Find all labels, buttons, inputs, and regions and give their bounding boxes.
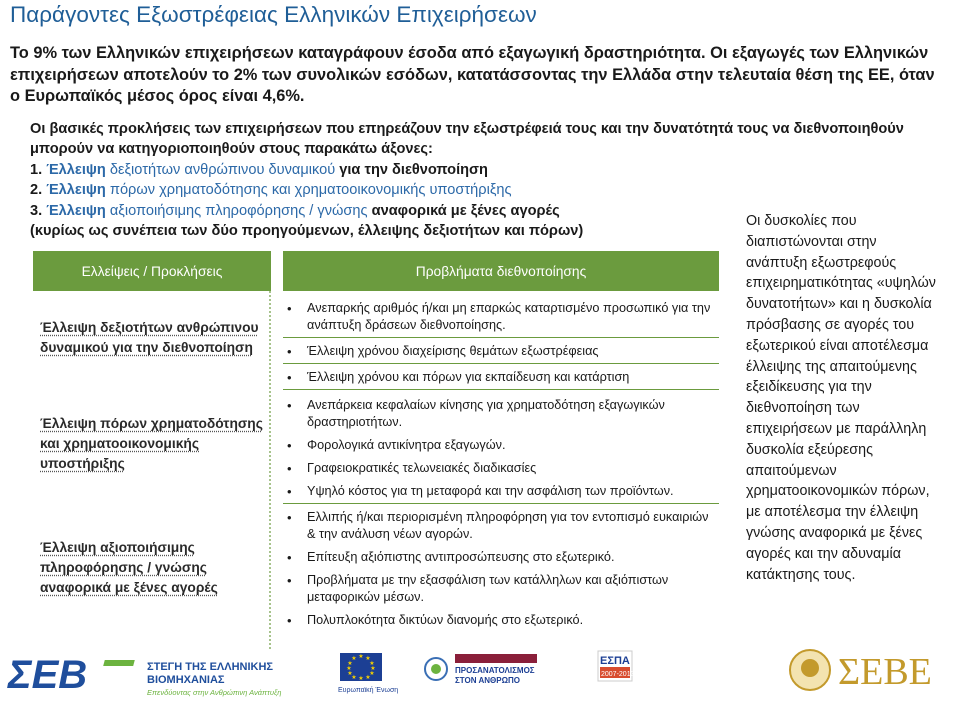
svg-text:★: ★ (358, 653, 364, 660)
svg-text:★: ★ (370, 665, 376, 672)
problems-column (283, 291, 719, 643)
svg-text:ΣΕΒ: ΣΕΒ (8, 653, 88, 697)
footer-logos (0, 648, 960, 701)
svg-text:Επενδύοντας στην Ανθρώπινη Ανά: Επενδύοντας στην Ανθρώπινη Ανάπτυξη (147, 688, 282, 697)
svg-text:★: ★ (369, 670, 375, 677)
svg-text:ΣΕΒΕ: ΣΕΒΕ (838, 651, 932, 693)
problems-group-funding (283, 389, 719, 504)
svg-text:★: ★ (365, 674, 371, 681)
program-logo (425, 654, 537, 685)
espa-logo (598, 651, 635, 681)
list-item: • Επίτευξη αξιόπιστης αντιπροσώπευσης στο εξωτερικό. (283, 549, 719, 566)
list-item: • Ελλιπής ή/και περιορισμένη πληροφόρηση για τον εντοπισμό ευκαιριών & την ανάλυση νέων αγορών. (283, 509, 719, 543)
challenge-item-3: 3. Έλλειψη αξιοποιήσιμης πληροφόρησης / γνώσης αναφορικά με ξένες αγορές (30, 202, 560, 219)
list-item: • Υψηλό κόστος για τη μεταφορά και την ασφάλιση των προϊόντων. (283, 483, 719, 500)
svg-text:2007-2013: 2007-2013 (601, 671, 635, 678)
sev-logo (7, 653, 281, 697)
svg-text:ΣΤΕΓΗ ΤΗΣ ΕΛΛΗΝΙΚΗΣ: ΣΤΕΓΗ ΤΗΣ ΕΛΛΗΝΙΚΗΣ (147, 661, 274, 673)
svg-text:ΒΙΟΜΗΧΑΝΙΑΣ: ΒΙΟΜΗΧΑΝΙΑΣ (147, 674, 225, 686)
page-title: Παράγοντες Εξωστρέφειας Ελληνικών Επιχειρήσεων (10, 2, 537, 27)
challenge-item-1: 1. Έλλειψη δεξιοτήτων ανθρώπινου δυναμικού για την διεθνοποίηση (30, 161, 488, 178)
list-item: • Φορολογικά αντικίνητρα εξαγωγών. (283, 437, 719, 454)
gap-funding: Έλλειψη πόρων χρηματοδότησης και χρηματοοικονομικής υποστήριξης (40, 416, 263, 471)
list-item: • Γραφειοκρατικές τελωνειακές διαδικασίες (283, 460, 719, 477)
svg-text:★: ★ (365, 655, 371, 662)
svg-text:ΕΣΠΑ: ΕΣΠΑ (600, 655, 630, 667)
list-item: • Έλλειψη χρόνου διαχείρισης θεμάτων εξωστρέφειας (283, 343, 719, 364)
list-item: • Πολυπλοκότητα δικτύων διανομής στο εξωτερικό. (283, 612, 719, 629)
svg-text:★: ★ (351, 655, 357, 662)
challenge-item-2: 2. Έλλειψη πόρων χρηματοδότησης και χρηματοοικονομικής υποστήριξης (30, 182, 512, 199)
svg-text:★: ★ (369, 660, 375, 667)
problems-group-information (283, 503, 719, 643)
list-item: • Ανεπάρκεια κεφαλαίων κίνησης για χρηματοδότηση εξαγωγικών δραστηριοτήτων. (283, 397, 719, 431)
seve-logo (790, 650, 932, 693)
challenges-lead: Οι βασικές προκλήσεις των επιχειρήσεων που επηρεάζουν την εξωστρέφειά τους και την δυνατότητά τους να διεθνοποιηθούν μπορούν να κατηγοριοποιηθούν στους παρακάτω άξονες: (30, 121, 904, 158)
problems-group-skills (283, 291, 719, 390)
eu-flag-icon (338, 653, 398, 694)
list-item: • Προβλήματα με την εξασφάλιση των κατάλληλων και αξιόπιστων μεταφορικών μέσων. (283, 572, 719, 606)
svg-text:ΠΡΟΣΑΝΑΤΟΛΙΣΜΟΣ: ΠΡΟΣΑΝΑΤΟΛΙΣΜΟΣ (455, 666, 535, 675)
list-item: • Έλλειψη χρόνου και πόρων για εκπαίδευση και κατάρτιση (283, 369, 719, 386)
svg-text:★: ★ (347, 660, 353, 667)
gap-skills: Έλλειψη δεξιοτήτων ανθρώπινου δυναμικού για την διεθνοποίηση (40, 320, 259, 355)
svg-text:★: ★ (358, 675, 364, 682)
svg-text:★: ★ (347, 670, 353, 677)
right-note: Οι δυσκολίες που διαπιστώνονται στην ανάπτυξη εξωστρεφούς επιχειρηματικότητας «υψηλών δυνατοτήτων» και η δυσκολία πρόσβασης σε αγορές του εξωτερικού είναι αποτέλεσμα έλλειψης της απαιτούμενης εξειδίκευσης για την διεθνοποίηση των επιχειρήσεων με παράλληλη δυσκολία εξεύρεσης απαιτούμενων χρηματοοικονομικών πόρων, με αποτέλεσμα την έλλειψη γνώσης αναφορικά με ξένες αγορές και την αδυναμία κατάκτησης τους. (746, 213, 936, 583)
table-header-challenges: Ελλείψεις / Προκλήσεις (33, 251, 271, 291)
challenges-column (33, 291, 271, 649)
gap-information: Έλλειψη αξιοποιήσιμης πληροφόρησης / γνώσης αναφορικά με ξένες αγορές (40, 540, 218, 595)
svg-text:★: ★ (346, 665, 352, 672)
table-header-problems: Προβλήματα διεθνοποίησης (283, 251, 719, 291)
intro-paragraph: Το 9% των Ελληνικών επιχειρήσεων καταγράφουν έσοδα από εξαγωγική δραστηριότητα. Οι εξαγωγές των Ελληνικών επιχειρήσεων αποτελούν το 2% των συνολικών εσόδων, κατατάσσοντας την Ελλάδα στην τελευταία θέση της ΕΕ, όταν ο Ευρωπαϊκός μέσος όρος είναι 4,6%. (10, 44, 935, 105)
list-item: • Ανεπαρκής αριθμός ή/και μη επαρκώς καταρτισμένο προσωπικό για την ανάπτυξη δράσεων διεθνοποίησης. (283, 300, 719, 338)
svg-text:Ευρωπαϊκή Ένωση: Ευρωπαϊκή Ένωση (338, 687, 399, 694)
svg-text:ΣΤΟΝ ΑΝΘΡΩΠΟ: ΣΤΟΝ ΑΝΘΡΩΠΟ (455, 676, 520, 685)
svg-text:★: ★ (351, 674, 357, 681)
challenge-item-3-note: (κυρίως ως συνέπεια των δύο προηγούμενων, έλλειψης δεξιοτήτων και πόρων) (30, 223, 584, 240)
